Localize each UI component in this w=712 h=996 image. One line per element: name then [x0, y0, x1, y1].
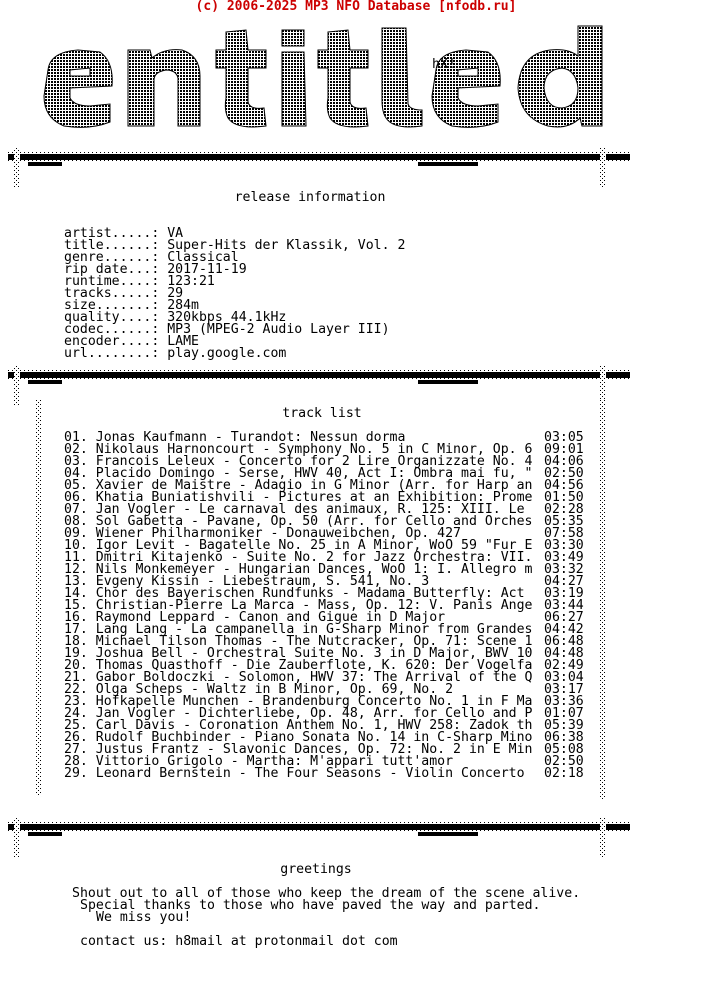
track-duration: 02:28: [544, 502, 584, 517]
track-number: 01.: [64, 430, 88, 445]
greetings-line-3: We miss you!: [96, 910, 192, 925]
track-title: Nikolaus Harnoncourt - Symphony No. 5 in C Minor, Op. 6: [95, 442, 533, 457]
track-title: Vittorio Grigolo - Martha: M'appari tutt'amor: [95, 754, 454, 769]
header-link[interactable]: (c) 2006-2025 MP3 NFO Database [nfodb.ru]: [195, 0, 517, 14]
release-field-label: runtime....:: [64, 274, 160, 289]
track-number: 02.: [64, 442, 88, 457]
track-duration: 05:39: [544, 718, 584, 733]
track-title: Khatia Buniatishvili - Pictures at an Exhibition: Prome: [95, 490, 533, 505]
track-duration: 03:05: [544, 430, 584, 445]
track-number: 22.: [64, 682, 88, 697]
track-number: 11.: [64, 550, 88, 565]
track-number: 27.: [64, 742, 88, 757]
track-title: Carl Davis - Coronation Anthem No. 1, HWV 258: Zadok th: [95, 718, 533, 733]
release-field-value: Super-Hits der Klassik, Vol. 2: [167, 238, 406, 253]
track-number: 25.: [64, 718, 88, 733]
track-number: 04.: [64, 466, 88, 481]
track-number: 07.: [64, 502, 88, 517]
track-number: 10.: [64, 538, 88, 553]
track-number: 20.: [64, 658, 88, 673]
track-number: 06.: [64, 490, 88, 505]
release-field-label: rip date...:: [64, 262, 160, 277]
track-title: Igor Levit - Bagatelle No. 25 in A Minor, WoO 59 "Fur E: [95, 538, 533, 553]
greetings-heading: greetings: [280, 862, 352, 877]
release-field-label: encoder....:: [64, 334, 160, 349]
track-title: Raymond Leppard - Canon and Gigue in D Major: [95, 610, 446, 625]
track-duration: 03:19: [544, 586, 584, 601]
track-number: 26.: [64, 730, 88, 745]
track-border-left: [36, 400, 44, 795]
track-duration: 02:50: [544, 754, 584, 769]
track-number: 16.: [64, 610, 88, 625]
release-field: [64, 348, 286, 360]
track-number: 14.: [64, 586, 88, 601]
track-number: 08.: [64, 514, 88, 529]
track-title: Hofkapelle Munchen - Brandenburg Concerto No. 1 in F Ma: [95, 694, 533, 709]
track-duration: 03:44: [544, 598, 584, 613]
track-title: Justus Frantz - Slavonic Dances, Op. 72: No. 2 in E Min: [95, 742, 533, 757]
track-number: 29.: [64, 766, 88, 781]
track-title: Dmitri Kitajenko - Suite No. 2 for Jazz Orchestra: VII.: [95, 550, 533, 565]
track-title: Leonard Bernstein - The Four Seasons - Violin Concerto: [95, 766, 525, 781]
greetings-line-2: Special thanks to those who have paved the way and parted.: [80, 898, 541, 913]
track-number: 19.: [64, 646, 88, 661]
track-duration: 02:18: [544, 766, 584, 781]
track-duration: 04:56: [544, 478, 584, 493]
track-number: 13.: [64, 574, 88, 589]
track-duration: 01:50: [544, 490, 584, 505]
track-duration: 05:35: [544, 514, 584, 529]
release-field-value: 284m: [167, 298, 199, 313]
divider-bottom: [8, 818, 630, 858]
release-field-value: 29: [167, 286, 184, 301]
track-duration: 03:36: [544, 694, 584, 709]
track-title: Lang Lang - La campanella in G-Sharp Minor from Grandes: [95, 622, 533, 637]
track-duration: 03:04: [544, 670, 584, 685]
release-field-value: LAME: [167, 334, 199, 349]
greetings-line-1: Shout out to all of those who keep the dream of the scene alive.: [72, 886, 581, 901]
track-number: 23.: [64, 694, 88, 709]
release-field-label: tracks.....:: [64, 286, 160, 301]
track-duration: 05:08: [544, 742, 584, 757]
track-duration: 02:50: [544, 466, 584, 481]
release-field-value: 2017-11-19: [167, 262, 247, 277]
track-title: Joshua Bell - Orchestral Suite No. 3 in D Major, BWV 10: [95, 646, 533, 661]
release-heading: release information: [234, 190, 386, 205]
track-duration: 03:30: [544, 538, 584, 553]
track-number: 18.: [64, 634, 88, 649]
track-border-right: [600, 400, 608, 800]
track-duration: 04:06: [544, 454, 584, 469]
release-field-label: title......:: [64, 238, 160, 253]
track-title: Xavier de Maistre - Adagio in G Minor (Arr. for Harp an: [95, 478, 533, 493]
release-field-label: artist.....:: [64, 226, 160, 241]
track-duration: 09:01: [544, 442, 584, 457]
track-duration: 04:48: [544, 646, 584, 661]
track-title: Placido Domingo - Serse, HWV 40, Act I: Ombra mai fu, ": [95, 466, 533, 481]
track-number: 05.: [64, 478, 88, 493]
track-title: Olga Scheps - Waltz in B Minor, Op. 69, No. 2: [95, 682, 454, 697]
track-title: Evgeny Kissin - Liebestraum, S. 541, No. 3: [95, 574, 430, 589]
release-field-value: 123:21: [167, 274, 215, 289]
track-title: Sol Gabetta - Pavane, Op. 50 (Arr. for Cello and Orches: [95, 514, 533, 529]
release-field-value: VA: [167, 226, 184, 241]
track-title: Nils Monkemeyer - Hungarian Dances, WoO 1: I. Allegro m: [95, 562, 533, 577]
track-number: 24.: [64, 706, 88, 721]
track-title: Rudolf Buchbinder - Piano Sonata No. 14 in C-Sharp Mino: [95, 730, 533, 745]
track-title: Jan Vogler - Dichterliebe, Op. 48, Arr. for Cello and P: [95, 706, 533, 721]
track-title: Jonas Kaufmann - Turandot: Nessun dorma: [95, 430, 406, 445]
track-title: Wiener Philharmoniker - Donauweibchen, Op. 427: [95, 526, 462, 541]
track-number: 09.: [64, 526, 88, 541]
track-duration: 01:07: [544, 706, 584, 721]
track-number: 12.: [64, 562, 88, 577]
release-field-label: codec......:: [64, 322, 160, 337]
contact-line: contact us: h8mail at protonmail dot com: [80, 934, 398, 949]
track-title: Jan Vogler - Le carnaval des animaux, R. 125: XIII. Le: [95, 502, 525, 517]
track-duration: 06:38: [544, 730, 584, 745]
release-field-label: genre......:: [64, 250, 160, 265]
release-field-label: quality....:: [64, 310, 160, 325]
tracklist-heading: track list: [282, 406, 362, 421]
logo-tag: hX!: [432, 57, 456, 72]
track-number: 28.: [64, 754, 88, 769]
track-row: [64, 768, 525, 780]
track-duration: 03:17: [544, 682, 584, 697]
track-duration: 07:58: [544, 526, 584, 541]
track-number: 03.: [64, 454, 88, 469]
track-title: Chor des Bayerischen Rundfunks - Madama Butterfly: Act: [95, 586, 525, 601]
track-title: Gabor Boldoczki - Solomon, HWV 37: The Arrival of the Q: [95, 670, 533, 685]
release-field-value: play.google.com: [167, 346, 287, 361]
track-number: 21.: [64, 670, 88, 685]
release-field-value: 320kbps 44.1kHz: [167, 310, 287, 325]
track-duration: 04:27: [544, 574, 584, 589]
track-duration: 02:49: [544, 658, 584, 673]
divider-mid: [8, 366, 630, 406]
release-field-label: url........:: [64, 346, 160, 361]
track-title: Michael Tilson Thomas - The Nutcracker, Op. 71: Scene 1: [95, 634, 533, 649]
entitled-logo: [30, 18, 630, 142]
release-field-value: Classical: [167, 250, 239, 265]
track-duration: 04:42: [544, 622, 584, 637]
track-duration: 03:49: [544, 550, 584, 565]
divider-top: [8, 148, 630, 188]
track-number: 17.: [64, 622, 88, 637]
track-number: 15.: [64, 598, 88, 613]
track-duration: 03:32: [544, 562, 584, 577]
track-duration: 06:27: [544, 610, 584, 625]
track-title: Thomas Quasthoff - Die Zauberflote, K. 620: Der Vogelfa: [95, 658, 533, 673]
release-field-label: size.......:: [64, 298, 160, 313]
release-field-value: MP3 (MPEG-2 Audio Layer III): [167, 322, 390, 337]
track-duration: 06:48: [544, 634, 584, 649]
track-title: Christian-Pierre La Marca - Mass, Op. 12: V. Panis Ange: [95, 598, 533, 613]
track-title: Francois Leleux - Concerto for 2 Lire Organizzate No. 4: [95, 454, 533, 469]
